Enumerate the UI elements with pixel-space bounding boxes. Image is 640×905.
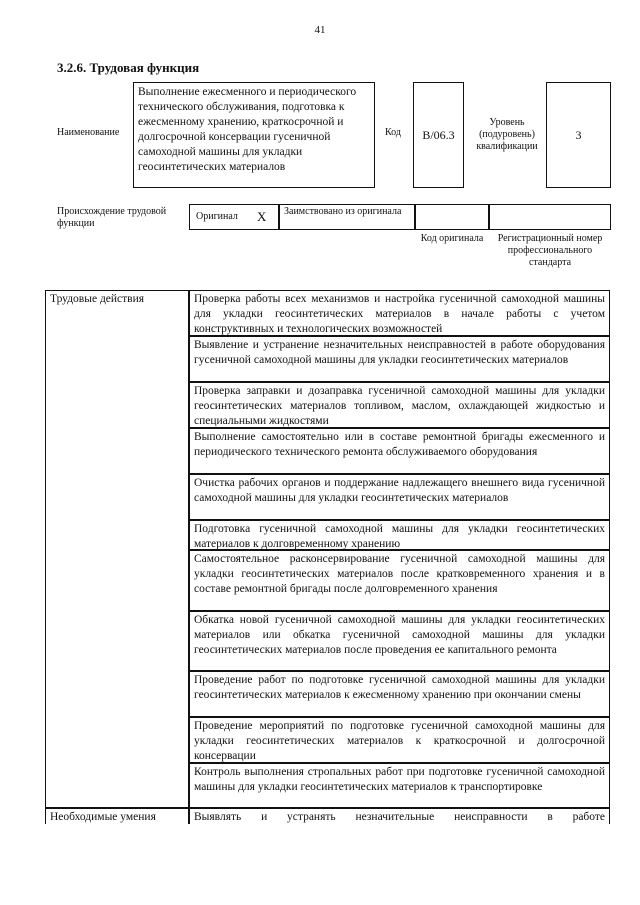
section-title: 3.2.6. Трудовая функция [57,60,200,75]
caption-registration-number: Регистрационный номер профессионального стандарта [497,233,603,268]
level-label: Уровень (подуровень) квалификации [476,117,538,152]
function-name-cell: Выполнение ежесменного и периодического технического обслуживания, подготовка к ежесменному хранению, краткосрочной и долгосрочной консервации гусеничной самоходной машины для укладки геосинтетических материалов [133,82,375,188]
labor-action-row: Контроль выполнения стропальных работ при подготовке гусеничной самоходной машины для укладки геосинтетических материалов к транспортировке [189,763,610,808]
original-label: Оригинал [196,211,238,222]
borrowed-cell: Заимствовано из оригинала [279,204,415,230]
registration-number-cell [489,204,611,230]
labor-action-row: Проведение мероприятий по подготовке гусеничной самоходной машины для укладки геосинтетических материалов к краткосрочной и долгосрочной консервации [189,717,610,763]
labor-action-row: Выявление и устранение незначительных неисправностей в работе оборудования гусеничной самоходной машины для укладки геосинтетических материалов [189,336,610,382]
page-number: 41 [314,24,326,36]
labor-action-row: Подготовка гусеничной самоходной машины для укладки геосинтетических материалов к долговременному хранению [189,520,610,550]
labor-actions-label: Трудовые действия [45,290,189,808]
labor-action-row: Проверка работы всех механизмов и настройка гусеничной самоходной машины для укладки геосинтетических материалов в начале работы с учетом конструктивных и технологических возможностей [189,290,610,336]
labor-action-row: Проведение работ по подготовке гусеничной самоходной машины для укладки геосинтетических материалов к ежесменному хранению при окончании смены [189,671,610,717]
labor-action-row: Проверка заправки и дозаправка гусеничной самоходной машины для укладки геосинтетических материалов топливом, маслом, охлаждающей жидкостью и специальными жидкостями [189,382,610,428]
code-value-cell: B/06.3 [413,82,464,188]
origin-label: Происхождение трудовой функции [57,206,167,229]
name-label: Наименование [57,127,120,138]
skills-label: Необходимые умения [45,808,189,824]
original-mark: X [257,209,267,224]
original-code-cell [415,204,489,230]
original-cell [189,204,279,230]
labor-action-row: Очистка рабочих органов и поддержание надлежащего внешнего вида гусеничной самоходной машины для укладки геосинтетических материалов [189,474,610,520]
caption-original-code: Код оригинала [420,233,484,244]
labor-action-row: Обкатка новой гусеничной самоходной машины для укладки геосинтетических материалов или обкатка гусеничной самоходной машины для укладки геосинтетических материалов после проведения ее капитального ремонта [189,611,610,671]
skill-row: Выявлять и устранять незначительные неисправности в работе [189,808,610,824]
code-label: Код [385,127,401,138]
labor-action-row: Выполнение самостоятельно или в составе ремонтной бригады ежесменного и периодического технического ремонта обслуживаемого оборудования [189,428,610,474]
labor-action-row: Самостоятельное расконсервирование гусеничной самоходной машины для укладки геосинтетических материалов после кратковременного хранения и в составе ремонтной бригады после долговременного хранения [189,550,610,611]
level-value-cell: 3 [546,82,611,188]
